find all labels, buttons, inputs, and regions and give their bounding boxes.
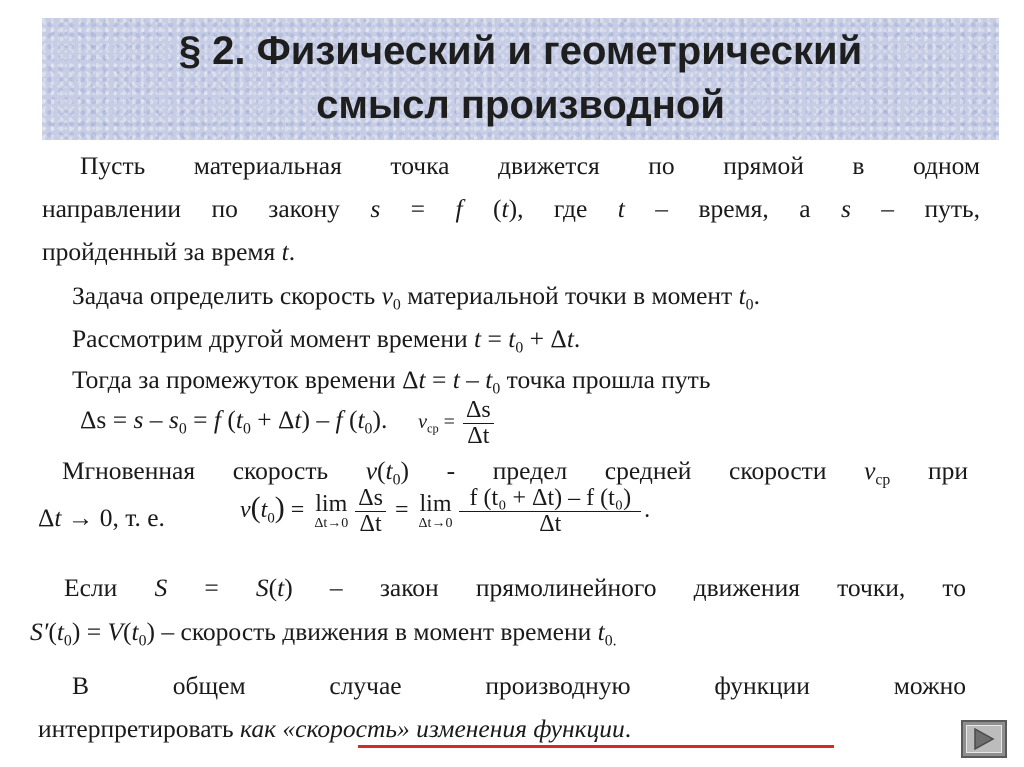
title-line-2: смысл производной — [316, 83, 725, 127]
next-slide-button[interactable] — [961, 720, 1007, 758]
paragraph-1-line-3: пройденный за время t. — [42, 237, 296, 266]
paragraph-1-line-2: направлении по закону s = f (t), где t – время, а s – путь, — [42, 194, 981, 223]
average-velocity-formula: $v_{ср}$ = $\frac{\Delta s}{\Delta t}$ — [418, 411, 497, 433]
rectilinear-motion-line-2: $S'(t_0) = V(t_0)$ – скорость движения в момент времени $t_{0.}$ — [30, 617, 617, 650]
paragraph-1-line-1: Пусть материальная точка движется по прямой в одном — [80, 151, 980, 180]
path-formula: $\Delta s = s - s_0 = f$ $(t_0 + \Delta t) - f$ $(t_0)$. $v_{ср}$ = $\frac{\Delta s}{\Delta t}$ — [80, 396, 780, 449]
general-case-line-1: В общем случае производную функции можно — [72, 671, 966, 700]
other-moment-line: Рассмотрим другой момент времени $t = t_0 + \Delta t$. — [72, 324, 581, 357]
rectilinear-motion-line-1: Если S = S(t) – закон прямолинейного движения точки, то — [64, 573, 966, 602]
derivative-limit-formula: $v(t_0)$ = lim Δt→0 $\frac{\Delta s}{\Delta t}$ = lim Δt→0 $\frac{\text{f (t₀ + Δt) – f (t₀)}}{\Delta t}$ . — [240, 485, 651, 538]
task-statement: Задача определить скорость $v_0$ материальной точки в момент $t_0$. — [72, 281, 760, 314]
general-case-line-2: интерпретировать как «скорость» изменения функции. — [38, 714, 632, 743]
page-title — [42, 24, 999, 132]
instant-velocity-line: Мгновенная скорость $v(t_0)$ - предел средней скорости $v_{ср}$ при — [62, 456, 969, 489]
limit-condition: Δt → 0, т. е. — [38, 503, 165, 532]
next-arrow-icon — [973, 727, 995, 751]
interval-line: Тогда за промежуток времени $\Delta t = t - t_0$ точка прошла путь — [72, 365, 711, 398]
red-underline — [358, 745, 834, 748]
title-line-1: § 2. Физический и геометрический — [178, 29, 863, 73]
